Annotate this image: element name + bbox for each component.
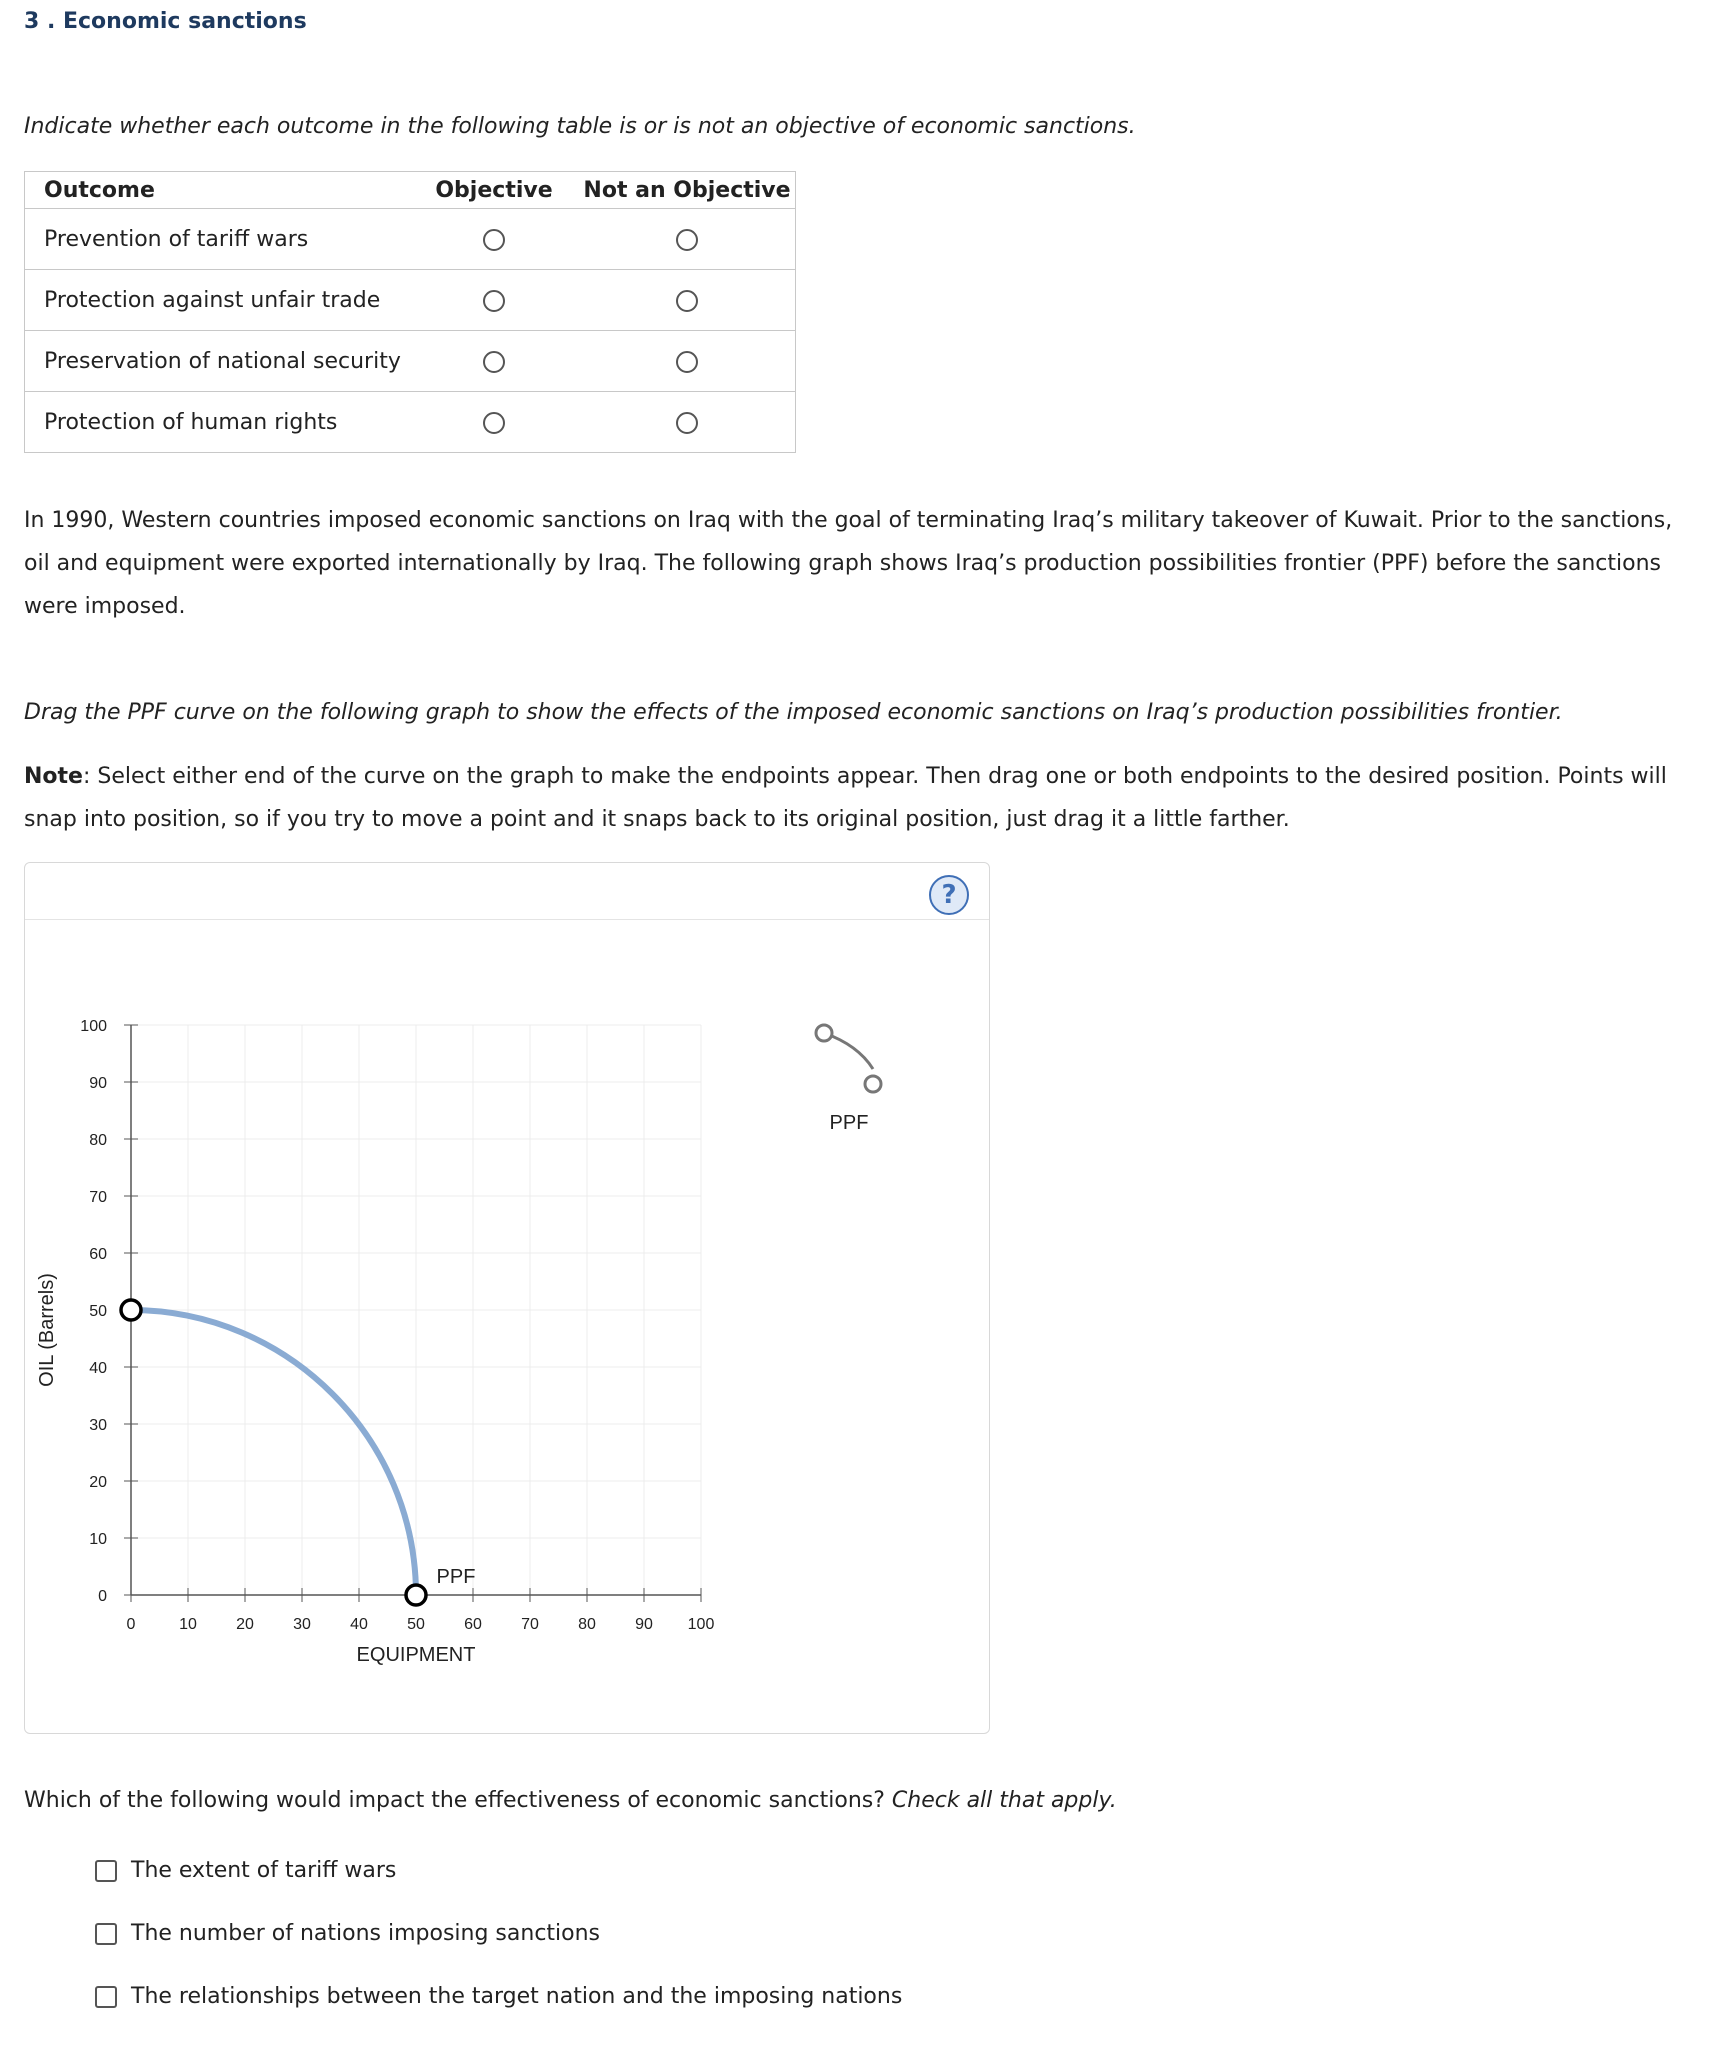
help-button[interactable]: ? [929,875,969,915]
col-outcome: Outcome [25,172,410,209]
checkbox[interactable] [95,1860,117,1882]
x-tick-label: 60 [464,1616,482,1633]
table-header-row [25,172,796,209]
option-number-of-nations[interactable] [95,1921,600,1946]
y-axis-label: OIL (Barrels) [36,1273,58,1387]
question-title: 3 . Economic sanctions [24,9,307,34]
table-row [25,270,796,331]
x-tick-label: 80 [578,1616,596,1633]
table-row [25,331,796,392]
y-tick-label: 20 [89,1474,107,1491]
objective-radio[interactable] [483,351,505,373]
y-tick-label: 0 [98,1588,107,1605]
y-tick-label: 90 [89,1075,107,1092]
checkbox[interactable] [95,1923,117,1945]
y-tick-label: 100 [80,1018,107,1035]
option-label: The number of nations imposing sanctions [131,1921,601,1946]
table-instruction: Indicate whether each outcome in the following table is or is not an objective of economic sanctions. [24,114,1136,139]
y-tick-label: 50 [89,1303,107,1320]
objective-radio[interactable] [483,290,505,312]
x-tick-label: 100 [687,1616,715,1633]
y-tick-label: 70 [89,1189,107,1206]
context-paragraph: In 1990, Western countries imposed economic sanctions on Iraq with the goal of terminating Iraq’s military takeover of Kuwait. Prior to the sanctions, oil and equipment were exported internationally by Iraq. The following graph shows Iraq’s production possibilities frontier (PPF) before the sanctions were imposed. [24,508,1673,619]
palette-endpoint-icon [816,1025,832,1041]
col-objective: Objective [409,172,579,209]
palette-ppf-tool[interactable] [816,1025,881,1134]
question-text: Which of the following would impact the effectiveness of economic sanctions? [24,1788,892,1813]
outcome-label: Protection against unfair trade [25,270,410,331]
x-axis-label: EQUIPMENT [356,1644,476,1666]
drag-instruction: Drag the PPF curve on the following graph to show the effects of the imposed economic sanctions on Iraq’s production possibilities frontier. [24,700,1563,725]
objective-radio[interactable] [483,229,505,251]
option-label: The extent of tariff wars [131,1858,397,1883]
x-tick-label: 0 [126,1616,136,1633]
objective-radio[interactable] [483,412,505,434]
x-tick-label: 50 [407,1616,425,1633]
note-text: : Select either end of the curve on the graph to make the endpoints appear. Then drag one or both endpoints to the desired position. Points will snap into position, so if you try to move a point and it snaps back to its original position, just drag it a little farther. [24,764,1667,832]
x-tick-label: 10 [179,1616,197,1633]
y-tick-label: 10 [89,1531,107,1548]
ppf-endpoint-equipment[interactable] [406,1585,426,1605]
outcomes-table [24,171,796,453]
palette-ppf-label: PPF [829,1112,869,1134]
checkbox-question [24,1788,1117,1813]
table-row [25,392,796,453]
x-tick-label: 40 [350,1616,368,1633]
x-tick-label: 70 [521,1616,539,1633]
y-tick-label: 60 [89,1246,107,1263]
ppf-curve-label: PPF [436,1566,476,1588]
ppf-chart [25,863,989,1733]
note-paragraph [24,755,1684,841]
not-objective-radio[interactable] [676,351,698,373]
x-tick-label: 20 [236,1616,254,1633]
col-not-objective: Not an Objective [579,172,796,209]
not-objective-radio[interactable] [676,412,698,434]
note-label: Note [24,764,83,789]
palette-endpoint-icon [865,1076,881,1092]
y-tick-label: 40 [89,1360,107,1377]
not-objective-radio[interactable] [676,229,698,251]
not-objective-radio[interactable] [676,290,698,312]
graph-panel [24,862,990,1734]
x-tick-label: 90 [635,1616,653,1633]
y-tick-label: 80 [89,1132,107,1149]
ppf-endpoint-oil[interactable] [121,1300,141,1320]
question-hint: Check all that apply. [891,1788,1117,1813]
outcome-label: Preservation of national security [25,331,410,392]
table-row [25,209,796,270]
y-tick-label: 30 [89,1417,107,1434]
checkbox[interactable] [95,1986,117,2008]
option-relationships[interactable] [95,1984,902,2009]
option-label: The relationships between the target nation and the imposing nations [131,1984,903,2009]
ppf-curve[interactable] [131,1310,416,1595]
x-tick-label: 30 [293,1616,311,1633]
outcome-label: Prevention of tariff wars [25,209,410,270]
option-tariff-wars[interactable] [95,1858,396,1883]
outcome-label: Protection of human rights [25,392,410,453]
